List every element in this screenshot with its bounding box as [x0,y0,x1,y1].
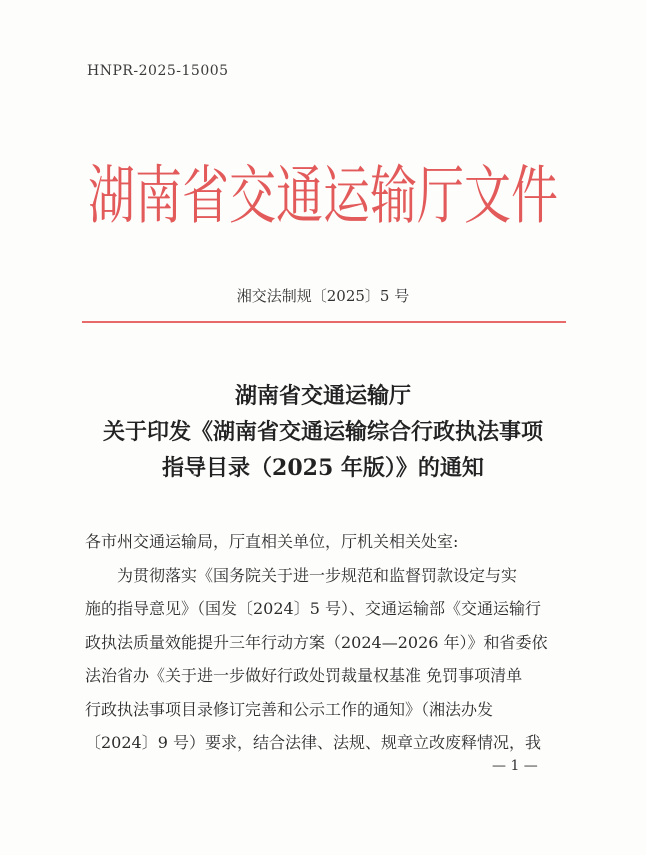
salutation: 各市州交通运输局，厅直相关单位，厅机关相关处室: [85,532,459,551]
page-number: — 1 — [492,758,538,774]
title-line-3: 指导目录（2025 年版）》的通知 [162,455,484,481]
body-line-5: 行政执法事项目录修订完善和公示工作的通知》（湘法办发 [85,699,494,719]
red-divider-line [82,321,566,323]
body-line-4: 法治省办《关于进一步做好行政处罚裁量权基准 免罚事项清单 [85,666,523,685]
body-text [85,525,565,760]
notice-title [0,378,646,486]
body-line-6: 〔2024〕9 号）要求，结合法律、法规、规章立改废释情况，我 [85,733,541,752]
body-line-2: 施的指导意见》（国发〔2024〕5 号）、交通运输部《交通运输行 [85,599,541,618]
body-line-3: 政执法质量效能提升三年行动方案（2024—2026 年）》和省委依 [85,632,548,652]
title-line-2: 关于印发《湖南省交通运输综合行政执法事项 [102,419,543,445]
title-line-1: 湖南省交通运输厅 [234,383,411,409]
masthead-title: 湖南省交通运输厅文件 [88,159,558,234]
document-id: HNPR-2025-15005 [87,63,229,79]
document-number: 湘交法制规〔2025〕5 号 [236,287,410,305]
body-line-1: 为贯彻落实《国务院关于进一步规范和监督罚款设定与实 [117,565,518,585]
